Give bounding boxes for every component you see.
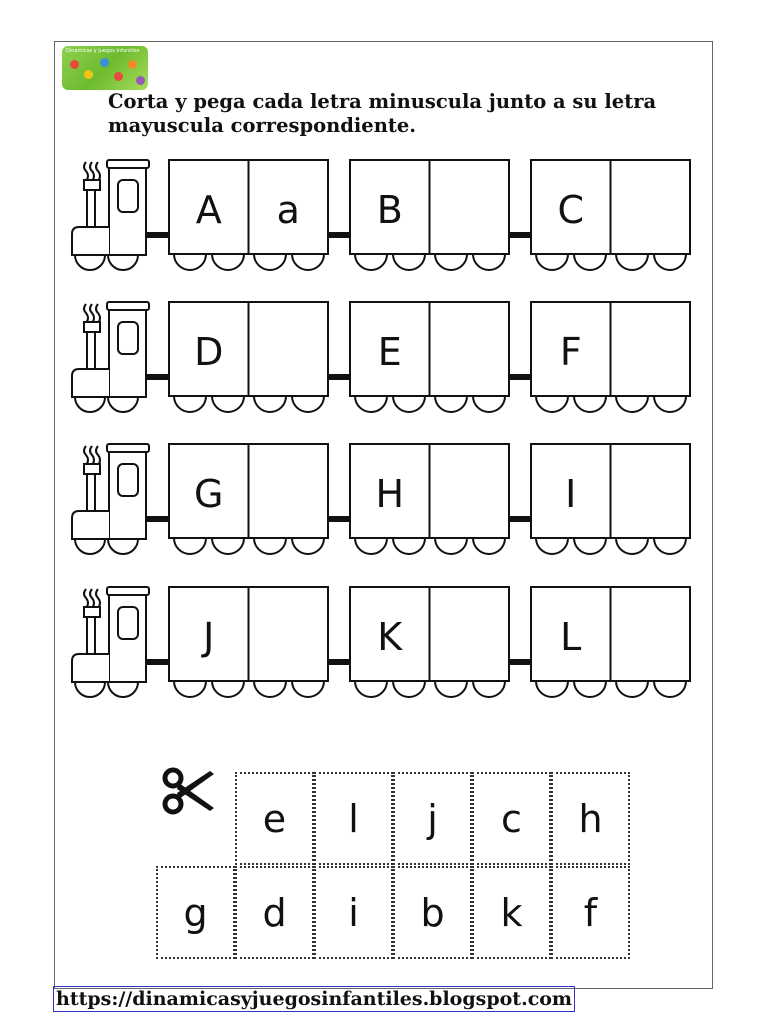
train-row-3 <box>72 444 690 554</box>
locomotive-icon <box>72 160 149 270</box>
train-row-4 <box>72 587 690 697</box>
wagon <box>350 302 509 412</box>
letter-cutout-card[interactable]: c <box>472 772 551 865</box>
wagon <box>531 302 690 412</box>
uppercase-letter: A <box>195 188 222 232</box>
letter-cutout-card[interactable]: i <box>314 866 393 959</box>
uppercase-letter: E <box>377 330 402 374</box>
instructions-line-2: mayuscula correspondiente. <box>108 114 417 137</box>
letter-cutout-card[interactable]: b <box>393 866 472 959</box>
train-row-2 <box>72 302 690 412</box>
train-row-1 <box>72 160 690 270</box>
locomotive-icon <box>72 302 149 412</box>
coupler <box>509 232 531 238</box>
coupler <box>328 232 350 238</box>
wagon <box>169 444 328 554</box>
wagon <box>350 587 509 697</box>
locomotive-icon <box>72 444 149 554</box>
uppercase-letter: C <box>557 188 585 232</box>
wagon <box>531 587 690 697</box>
letter-cutout-card[interactable]: d <box>235 866 314 959</box>
coupler <box>328 374 350 380</box>
instructions-line-1: Corta y pega cada letra minuscula junto a su letra <box>108 90 657 113</box>
footer-url[interactable]: https://dinamicasyjuegosinfantiles.blogspot.com <box>53 986 575 1012</box>
letter-cutout-card[interactable]: g <box>156 866 235 959</box>
coupler <box>509 659 531 665</box>
uppercase-letter: J <box>203 615 215 659</box>
coupler <box>509 374 531 380</box>
wagon <box>169 587 328 697</box>
scissors-icon <box>160 764 218 822</box>
letter-cutout-card[interactable]: k <box>472 866 551 959</box>
coupler <box>146 659 169 665</box>
wagon <box>169 302 328 412</box>
wagon <box>169 160 328 270</box>
wagon <box>350 160 509 270</box>
coupler <box>328 516 350 522</box>
wagon <box>531 444 690 554</box>
coupler <box>146 232 169 238</box>
uppercase-letter: K <box>377 615 403 659</box>
locomotive-icon <box>72 587 149 697</box>
uppercase-letter: G <box>194 472 224 516</box>
wagon <box>350 444 509 554</box>
uppercase-letter: H <box>375 472 405 516</box>
uppercase-letter: L <box>560 615 582 659</box>
uppercase-letter: I <box>565 472 577 516</box>
coupler <box>146 374 169 380</box>
coupler <box>328 659 350 665</box>
lowercase-slot: a <box>276 188 300 232</box>
letter-cutout-card[interactable]: f <box>551 866 630 959</box>
letter-cutout-card[interactable]: h <box>551 772 630 865</box>
letter-cutout-card[interactable]: j <box>393 772 472 865</box>
uppercase-letter: D <box>194 330 224 374</box>
letter-cutout-card[interactable]: e <box>235 772 314 865</box>
letter-cutout-card[interactable]: l <box>314 772 393 865</box>
coupler <box>146 516 169 522</box>
wagon <box>531 160 690 270</box>
logo-text: Dinamicas y Juegos Infantiles <box>66 48 140 54</box>
uppercase-letter: F <box>559 330 582 374</box>
uppercase-letter: B <box>376 188 403 232</box>
coupler <box>509 516 531 522</box>
